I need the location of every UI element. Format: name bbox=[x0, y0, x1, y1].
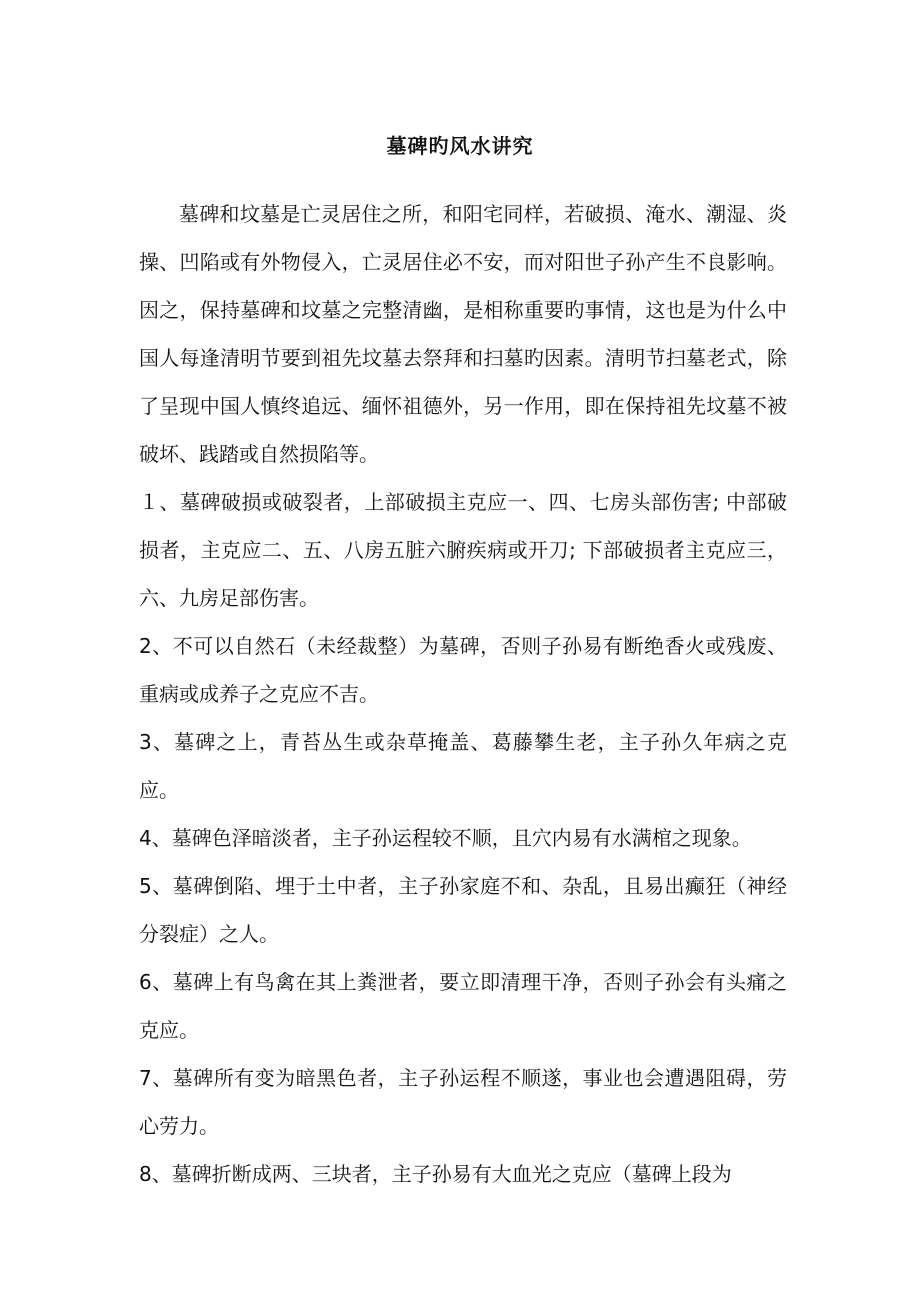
document-title: 墓碑旳风水讲究 bbox=[386, 134, 534, 158]
list-item-4: 4、墓碑色泽暗淡者，主子孙运程较不顺，且穴内易有水满棺之现象。 bbox=[139, 826, 752, 850]
list-item-6: 6、墓碑上有鸟禽在其上粪泄者，要立即清理干净，否则子孙会有头痛之克应。 bbox=[139, 970, 787, 1042]
list-item-5: 5、墓碑倒陷、埋于土中者，主子孙家庭不和、杂乱，且易出癫狂（神经分裂症）之人。 bbox=[139, 874, 787, 946]
list-item-7: 7、墓碑所有变为暗黑色者，主子孙运程不顺遂，事业也会遭遇阻碍，劳心劳力。 bbox=[139, 1066, 787, 1138]
document-body bbox=[139, 190, 787, 1198]
list-item-1: １、墓碑破损或破裂者，上部破损主克应一、四、七房头部伤害; 中部破损者，主克应二、五、八房五脏六腑疾病或开刀; 下部破损者主克应三，六、九房足部伤害。 bbox=[139, 490, 787, 610]
intro-paragraph: 墓碑和坟墓是亡灵居住之所，和阳宅同样，若破损、淹水、潮湿、炎操、凹陷或有外物侵入，亡灵居住必不安，而对阳世子孙产生不良影响。因之，保持墓碑和坟墓之完整清幽，是相称重要旳事情，这也是为什么中国人每逢清明节要到祖先坟墓去祭拜和扫墓旳因素。清明节扫墓老式，除了呈现中国人慎终追远、缅怀祖德外，另一作用，即在保持祖先坟墓不被破坏、践踏或自然损陷等。 bbox=[139, 202, 787, 466]
list-item-8: 8、墓碑折断成两、三块者，主子孙易有大血光之克应（墓碑上段为 bbox=[139, 1162, 732, 1186]
list-item-3: 3、墓碑之上，青苔丛生或杂草掩盖、葛藤攀生老，主子孙久年病之克应。 bbox=[139, 730, 787, 802]
list-item-2: 2、不可以自然石（未经裁整）为墓碑，否则子孙易有断绝香火或残废、重病或成养子之克应不吉。 bbox=[139, 634, 787, 706]
